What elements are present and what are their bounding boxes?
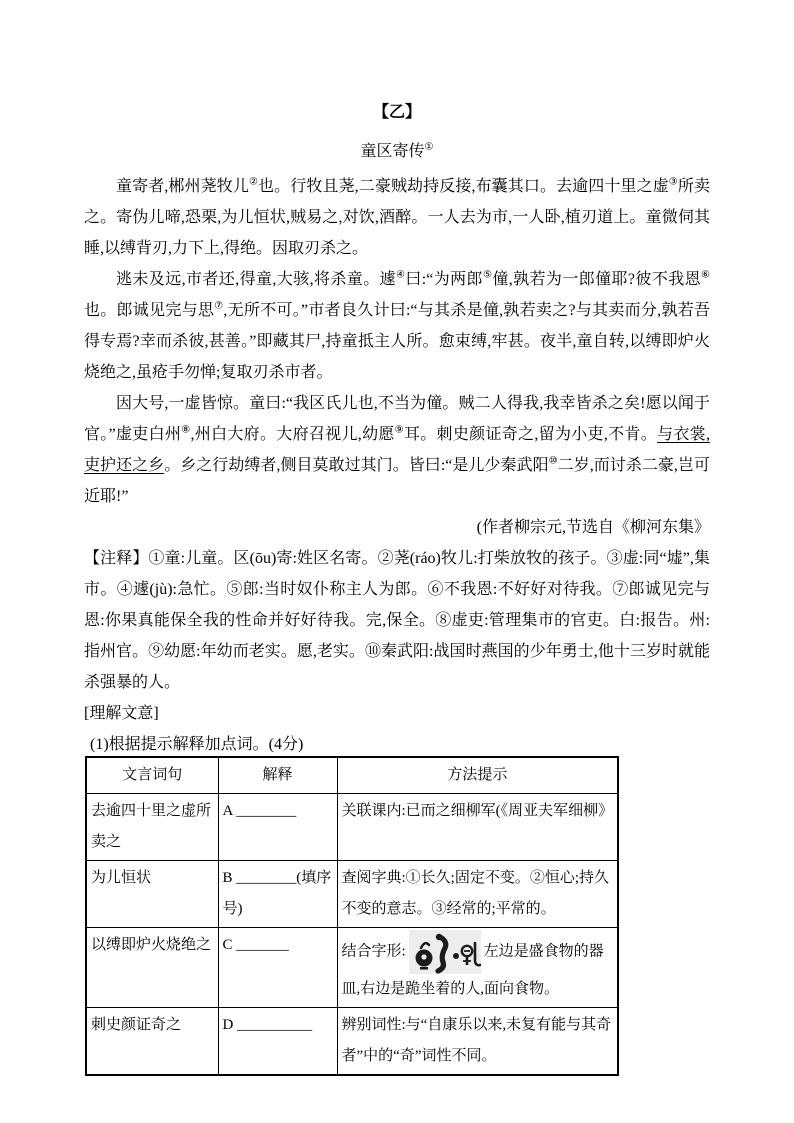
- hint-cell-4: 辨别词性:与“自康乐以来,未复有能与其奇者”中的“奇”词性不同。: [337, 1008, 618, 1076]
- annotations-block: 【注释】①童:儿童。区(ōu)寄:姓区名寄。②荛(ráo)牧儿:打柴放牧的孩子。③虚:同“墟”,集市。④遽(jù):急忙。⑤郎:当时奴仆称主人为郎。⑥不我恩:不好好对待我。⑦郎诚见完与恩:你果真能保全我的性命并好好待我。完,保全。⑧虚吏:管理集市的官吏。白:报告。州:指州官。⑨幼愿:年幼而老实。愿,老实。⑩秦武阳:战国时燕国的少年勇士,他十三岁时就能杀强暴的人。: [84, 550, 710, 691]
- source-attribution: (作者柳宗元,节选自《柳河东集》: [476, 519, 710, 536]
- phrase-cell-4: 刺史颜证奇之: [86, 1008, 218, 1076]
- section-label: 【乙】: [372, 104, 421, 121]
- section-heading: [理解文意]: [84, 705, 159, 722]
- passage-title: 童区寄传①: [360, 141, 434, 160]
- passage-paragraph-1: 童寄者,郴州荛牧儿②也。行牧且荛,二豪贼劫持反接,布囊其口。去逾四十里之虚③所卖之。寄伪儿啼,恐栗,为儿恒状,贼易之,对饮,酒醉。一人去为市,一人卧,植刃道上。童微伺其睡,以缚背刃,力下上,得绝。因取刃杀之。: [84, 176, 710, 257]
- table-header-row: [86, 757, 618, 794]
- phrase-cell-1: 去逾四十里之虚所卖之: [86, 794, 218, 861]
- passage-paragraph-2: 逃未及远,市者还,得童,大骇,将杀童。遽④曰:“为两郎⑤僮,孰若为一郎僮耶?彼不我恩⑥也。郎诚见完与思⑦,无所不可。”市者良久计曰:“与其杀是僮,孰若卖之?与其卖而分,孰若吾得专焉?幸而杀彼,甚善。”即藏其尸,持童抵主人所。愈束缚,牢甚。夜半,童自转,以缚即炉火烧绝之,虽疮手勿惮;复取刃杀市者。: [84, 269, 711, 381]
- table-row: [86, 861, 618, 928]
- question-1-prompt: (1)根据提示解释加点词。(4分): [90, 736, 304, 753]
- answer-blank-a: A ________: [218, 794, 337, 861]
- vocab-table: [85, 756, 619, 1076]
- hint-cell-3: [337, 928, 618, 1008]
- answer-blank-b: B ________(填序号): [218, 861, 337, 928]
- seal-script-image: [409, 930, 481, 974]
- header-explanation: 解释: [218, 757, 337, 794]
- answer-blank-d: D __________: [218, 1008, 337, 1076]
- hint-text-prefix: 结合字形:: [341, 943, 406, 960]
- phrase-cell-3: 以缚即炉火烧绝之: [86, 928, 218, 1008]
- answer-blank-c: C _______: [218, 928, 337, 1008]
- table-row: [86, 928, 618, 1008]
- header-method-hint: 方法提示: [337, 757, 618, 794]
- hint-text-suffix: 左边是盛食物的器皿,右边是跪坐着的人,面向食物。: [341, 943, 604, 997]
- passage-paragraph-3: 因大号,一虚皆惊。童曰:“我区氏儿也,不当为僮。贼二人得我,我幸皆杀之矣!愿以闻于官。”虚吏白州⑧,州白大府。大府召视儿,幼愿⑨耳。刺史颜证奇之,留为小吏,不肯。与衣裳,吏护还之乡。乡之行劫缚者,侧目莫敢过其门。皆曰:“是儿少秦武阳⑩二岁,而讨杀二豪,岂可近耶!”: [84, 395, 710, 505]
- header-phrase: 文言词句: [86, 757, 218, 794]
- table-row: [86, 1008, 618, 1076]
- phrase-cell-2: 为儿恒状: [86, 861, 218, 928]
- hint-cell-2: 查阅字典:①长久;固定不变。②恒心;持久不变的意志。③经常的;平常的。: [337, 861, 618, 928]
- hint-cell-1: 关联课内:已而之细柳军(《周亚夫军细柳》: [337, 794, 618, 861]
- table-row: [86, 794, 618, 861]
